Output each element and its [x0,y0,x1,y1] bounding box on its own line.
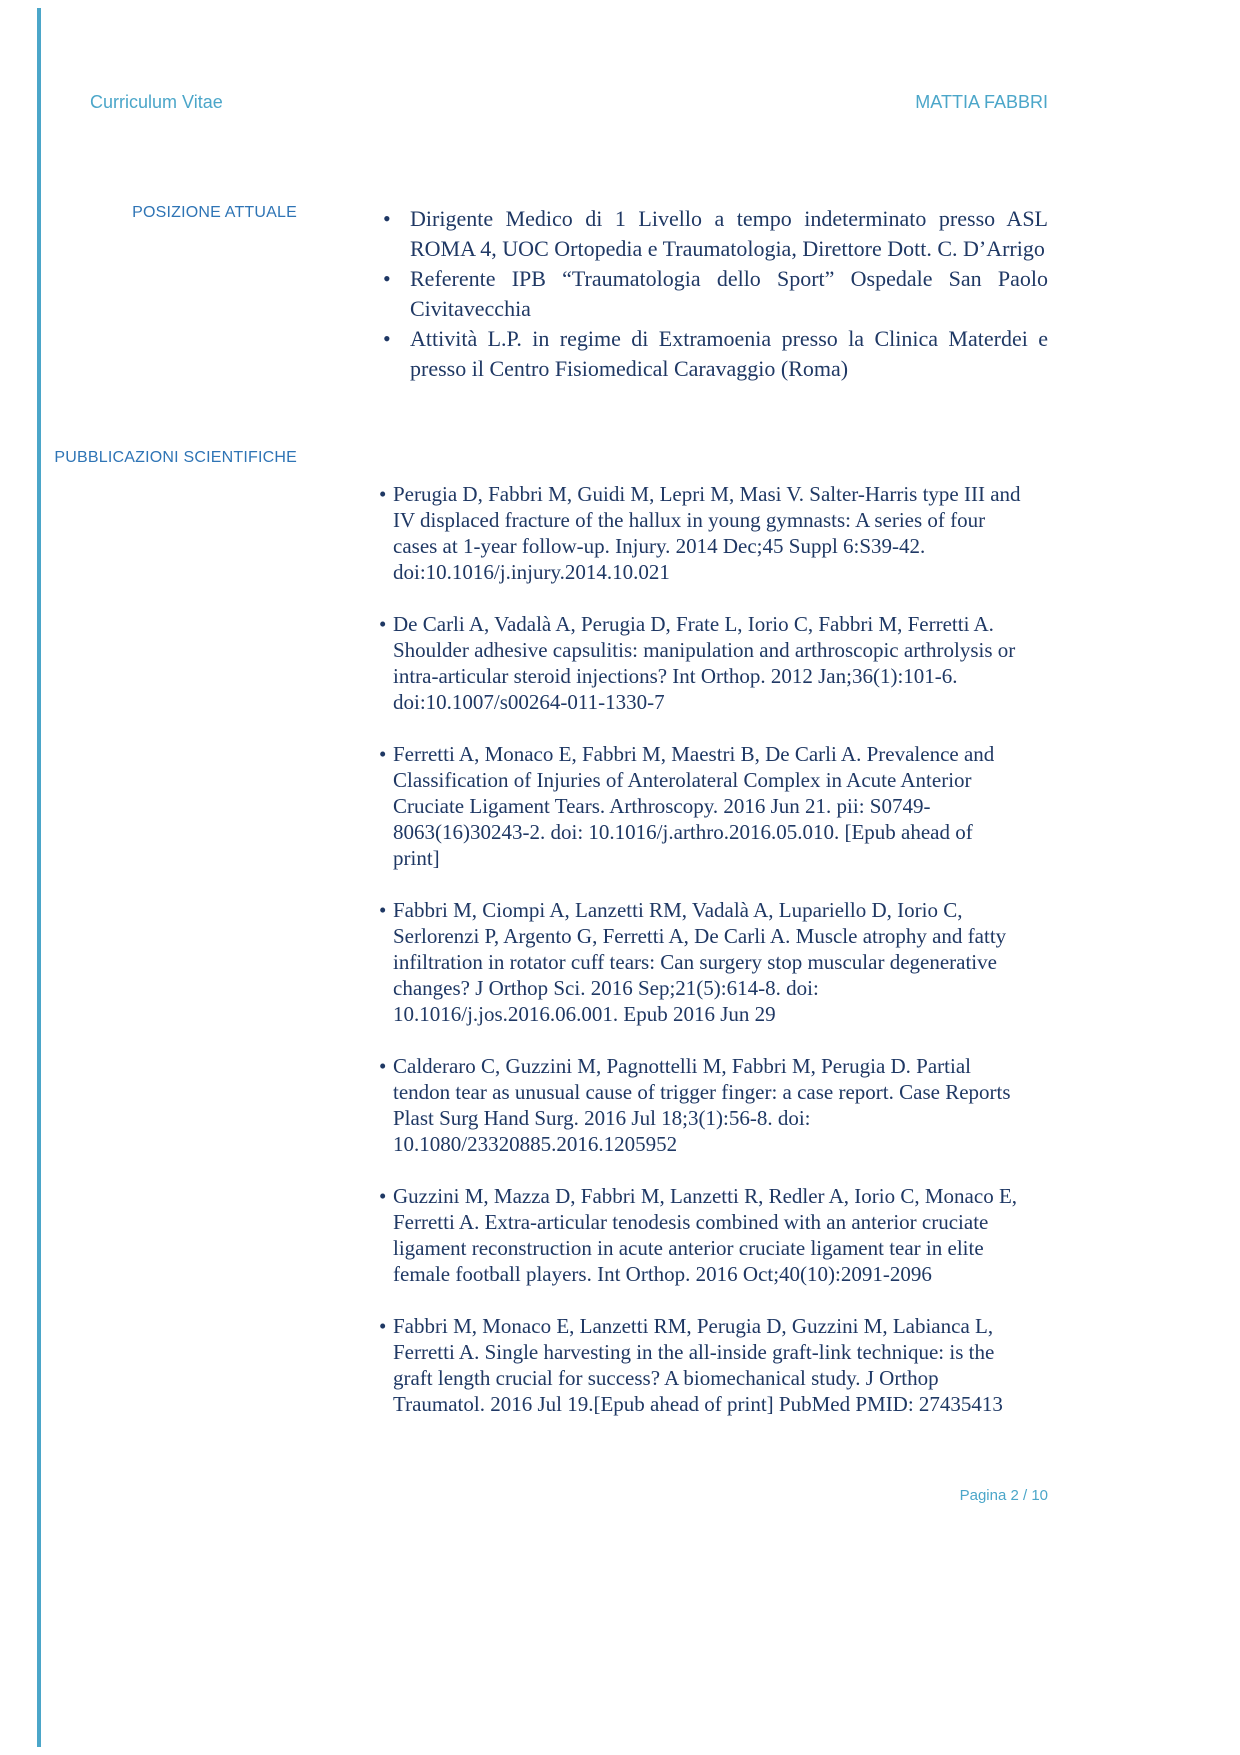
section-posizione-attuale [375,204,1048,384]
posizione-item: • Referente IPB “Traumatologia dello Sport” Ospedale San Paolo Civitavecchia [375,264,1048,324]
left-accent-line [37,8,41,1747]
pubblicazioni-list [375,481,1023,1417]
author-name: MATTIA FABBRI [915,92,1048,112]
publication-item: • De Carli A, Vadalà A, Perugia D, Frate L, Iorio C, Fabbri M, Ferretti A. Shoulder adhesive capsulitis: manipulation and arthroscopic arthrolysis or intra-articular steroid injections? Int Orthop. 2012 Jan;36(1):101-6. doi:10.1007/s00264-011-1330-7 [375,611,1023,715]
posizione-item: • Dirigente Medico di 1 Livello a tempo indeterminato presso ASL ROMA 4, UOC Ortopedia e Traumatologia, Direttore Dott. C. D’Arrigo [375,204,1048,264]
publication-item: • Guzzini M, Mazza D, Fabbri M, Lanzetti R, Redler A, Iorio C, Monaco E, Ferretti A. Extra-articular tenodesis combined with an anterior cruciate ligament reconstruction in acute anterior cruciate ligament tear in elite female football players. Int Orthop. 2016 Oct;40(10):2091-2096 [375,1183,1023,1287]
publication-item: • Calderaro C, Guzzini M, Pagnottelli M, Fabbri M, Perugia D. Partial tendon tear as unusual cause of trigger finger: a case report. Case Reports Plast Surg Hand Surg. 2016 Jul 18;3(1):56-8. doi: 10.1080/23320885.2016.1205952 [375,1053,1023,1157]
publication-item: • Fabbri M, Monaco E, Lanzetti RM, Perugia D, Guzzini M, Labianca L, Ferretti A. Single harvesting in the all-inside graft-link technique: is the graft length crucial for success? A biomechanical study. J Orthop Traumatol. 2016 Jul 19.[Epub ahead of print] PubMed PMID: 27435413 [375,1313,1023,1417]
document-type-label: Curriculum Vitae [90,92,223,112]
section-label-posizione-attuale: POSIZIONE ATTUALE [132,204,297,221]
page-header [90,92,1048,113]
posizione-list [375,204,1048,384]
page-number: Pagina 2 / 10 [959,1487,1048,1504]
publication-item: • Perugia D, Fabbri M, Guidi M, Lepri M, Masi V. Salter-Harris type III and IV displaced fracture of the hallux in young gymnasts: A series of four cases at 1-year follow-up. Injury. 2014 Dec;45 Suppl 6:S39-42. doi:10.1016/j.injury.2014.10.021 [375,481,1023,585]
publication-item: • Ferretti A, Monaco E, Fabbri M, Maestri B, De Carli A. Prevalence and Classification of Injuries of Anterolateral Complex in Acute Anterior Cruciate Ligament Tears. Arthroscopy. 2016 Jun 21. pii: S0749-8063(16)30243-2. doi: 10.1016/j.arthro.2016.05.010. [Epub ahead of print] [375,741,1023,871]
posizione-item: • Attività L.P. in regime di Extramoenia presso la Clinica Materdei e presso il Centro Fisiomedical Caravaggio (Roma) [375,324,1048,384]
section-pubblicazioni-scientifiche [375,481,1023,1443]
section-label-pubblicazioni-scientifiche: PUBBLICAZIONI SCIENTIFICHE [54,449,297,466]
publication-item: • Fabbri M, Ciompi A, Lanzetti RM, Vadalà A, Lupariello D, Iorio C, Serlorenzi P, Argento G, Ferretti A, De Carli A. Muscle atrophy and fatty infiltration in rotator cuff tears: Can surgery stop muscular degenerative changes? J Orthop Sci. 2016 Sep;21(5):614-8. doi: 10.1016/j.jos.2016.06.001. Epub 2016 Jun 29 [375,897,1023,1027]
